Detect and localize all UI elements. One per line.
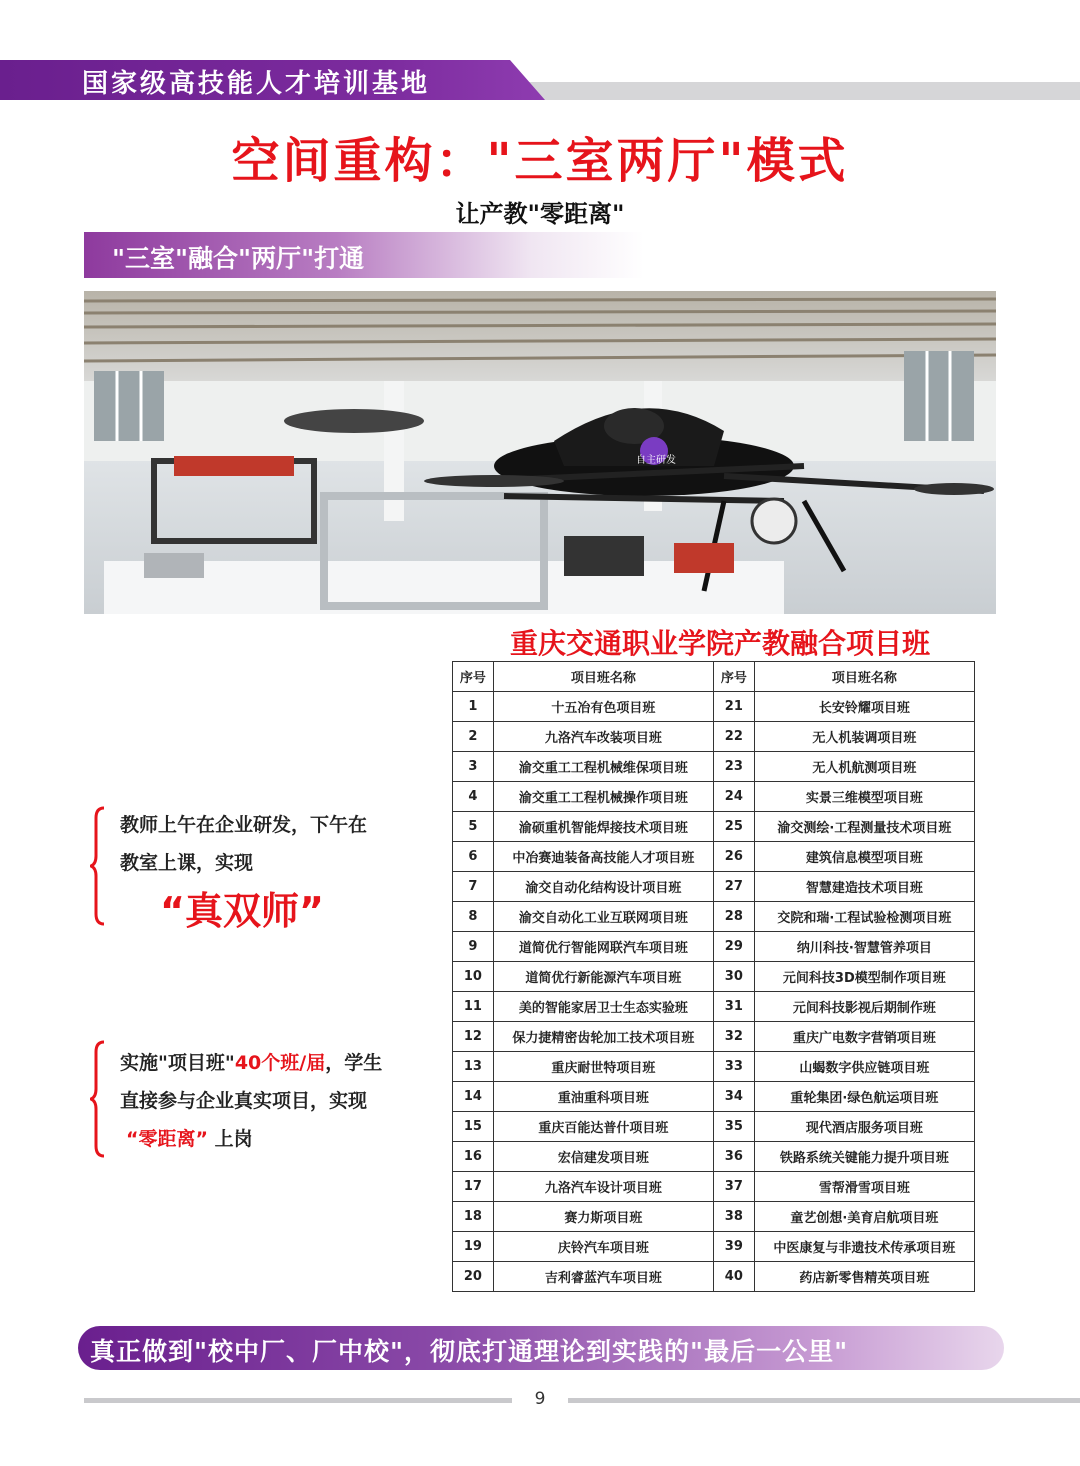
cell-no-right: 38 xyxy=(713,1202,754,1232)
cell-no-right: 31 xyxy=(713,992,754,1022)
cell-no-right: 28 xyxy=(713,902,754,932)
project-class-table xyxy=(452,661,975,1292)
cell-name-left: 渝交自动化工业互联网项目班 xyxy=(493,902,713,932)
cell-name-left: 重油重科项目班 xyxy=(493,1082,713,1112)
cell-name-right: 建筑信息模型项目班 xyxy=(754,842,974,872)
banner-label: 国家级高技能人才培训基地 xyxy=(82,69,431,99)
cell-no-right: 39 xyxy=(713,1232,754,1262)
table-row xyxy=(453,842,975,872)
cell-no-left: 16 xyxy=(453,1142,494,1172)
cell-no-right: 33 xyxy=(713,1052,754,1082)
cell-name-right: 渝交测绘·工程测量技术项目班 xyxy=(754,812,974,842)
cell-no-right: 35 xyxy=(713,1112,754,1142)
table-row xyxy=(453,1262,975,1292)
callout-project-line2: 直接参与企业真实项目，实现 xyxy=(120,1090,368,1112)
callout-teachers-line2: 教室上课，实现 xyxy=(120,852,254,874)
callout-teachers-line1: 教师上午在企业研发，下午在 xyxy=(120,814,368,836)
table-row xyxy=(453,1232,975,1262)
cell-no-right: 34 xyxy=(713,1082,754,1112)
cell-no-right: 29 xyxy=(713,932,754,962)
callout-project-line3-suffix: 上岗 xyxy=(214,1128,253,1150)
cell-no-right: 22 xyxy=(713,722,754,752)
cell-name-left: 吉利睿蓝汽车项目班 xyxy=(493,1262,713,1292)
cell-no-right: 27 xyxy=(713,872,754,902)
cell-no-left: 8 xyxy=(453,902,494,932)
table-body xyxy=(453,692,975,1292)
cell-no-right: 21 xyxy=(713,692,754,722)
cell-no-right: 37 xyxy=(713,1172,754,1202)
cell-name-left: 重庆耐世特项目班 xyxy=(493,1052,713,1082)
cell-no-left: 9 xyxy=(453,932,494,962)
page-subtitle: 让产教"零距离" xyxy=(455,200,625,228)
cell-name-right: 智慧建造技术项目班 xyxy=(754,872,974,902)
footer-rule-left xyxy=(84,1398,512,1403)
callout-teachers xyxy=(120,806,367,882)
cell-name-right: 交院和瑞·工程试验检测项目班 xyxy=(754,902,974,932)
cell-name-right: 纳川科技·智慧管养项目 xyxy=(754,932,974,962)
cell-no-right: 23 xyxy=(713,752,754,782)
cell-no-left: 12 xyxy=(453,1022,494,1052)
cell-no-left: 15 xyxy=(453,1112,494,1142)
slogan-text: 真正做到"校中厂、厂中校"，彻底打通理论到实践的"最后一公里" xyxy=(90,1337,849,1366)
cell-name-left: 中冶赛迪装备高技能人才项目班 xyxy=(493,842,713,872)
cell-name-right: 药店新零售精英项目班 xyxy=(754,1262,974,1292)
table-row xyxy=(453,752,975,782)
cell-name-left: 赛力斯项目班 xyxy=(493,1202,713,1232)
table-row xyxy=(453,902,975,932)
left-brace-2 xyxy=(90,1040,106,1158)
callout-project-line3 xyxy=(120,1120,382,1158)
table-row xyxy=(453,992,975,1022)
table-row xyxy=(453,1052,975,1082)
page-title: 空间重构："三室两厅"模式 xyxy=(231,133,849,189)
cell-no-left: 4 xyxy=(453,782,494,812)
cell-name-left: 庆铃汽车项目班 xyxy=(493,1232,713,1262)
cell-name-left: 重庆百能达普什项目班 xyxy=(493,1112,713,1142)
cell-no-left: 1 xyxy=(453,692,494,722)
section-heading-bar xyxy=(84,232,644,278)
callout-project-count: 40个班/届 xyxy=(234,1052,326,1074)
cell-no-left: 13 xyxy=(453,1052,494,1082)
table-row xyxy=(453,1172,975,1202)
cell-name-right: 中医康复与非遗技术传承项目班 xyxy=(754,1232,974,1262)
cell-name-right: 童艺创想·美育启航项目班 xyxy=(754,1202,974,1232)
callout-project-line1 xyxy=(120,1044,382,1082)
header-name-right: 项目班名称 xyxy=(754,662,974,692)
cell-name-right: 元间科技影视后期制作班 xyxy=(754,992,974,1022)
cell-no-right: 25 xyxy=(713,812,754,842)
cell-name-right: 元间科技3D模型制作项目班 xyxy=(754,962,974,992)
callout-project-highlight: “零距离” xyxy=(126,1128,208,1150)
cell-no-left: 19 xyxy=(453,1232,494,1262)
callout-project-class xyxy=(120,1044,382,1158)
cell-no-right: 26 xyxy=(713,842,754,872)
cell-no-left: 2 xyxy=(453,722,494,752)
cell-no-left: 14 xyxy=(453,1082,494,1112)
cell-no-left: 20 xyxy=(453,1262,494,1292)
cell-name-right: 无人机航测项目班 xyxy=(754,752,974,782)
callout-project-line1-suffix: ，学生 xyxy=(325,1052,383,1074)
cell-name-left: 渝硕重机智能焊接技术项目班 xyxy=(493,812,713,842)
cell-name-left: 保力捷精密齿轮加工技术项目班 xyxy=(493,1022,713,1052)
section-heading: "三室"融合"两厅"打通 xyxy=(112,244,365,273)
callout-project-prefix: 实施"项目班" xyxy=(120,1052,235,1074)
cell-no-right: 36 xyxy=(713,1142,754,1172)
cell-no-left: 3 xyxy=(453,752,494,782)
left-brace-1 xyxy=(90,806,106,926)
cell-name-right: 无人机装调项目班 xyxy=(754,722,974,752)
header-no-right: 序号 xyxy=(713,662,754,692)
cell-name-left: 渝交重工工程机械操作项目班 xyxy=(493,782,713,812)
table-row xyxy=(453,932,975,962)
table-row xyxy=(453,812,975,842)
cell-name-left: 九洛汽车改装项目班 xyxy=(493,722,713,752)
cell-no-left: 17 xyxy=(453,1172,494,1202)
drone-label: 自主研发 xyxy=(636,455,676,466)
table-row xyxy=(453,692,975,722)
table-row xyxy=(453,1142,975,1172)
cell-name-left: 道简优行智能网联汽车项目班 xyxy=(493,932,713,962)
cell-name-right: 铁路系统关键能力提升项目班 xyxy=(754,1142,974,1172)
photo-illustration xyxy=(84,291,996,614)
table-title: 重庆交通职业学院产教融合项目班 xyxy=(509,627,930,660)
cell-no-left: 5 xyxy=(453,812,494,842)
banner-gray-stripe xyxy=(480,82,1080,100)
cell-no-left: 11 xyxy=(453,992,494,1022)
cell-no-left: 6 xyxy=(453,842,494,872)
cell-no-right: 40 xyxy=(713,1262,754,1292)
cell-name-left: 道简优行新能源汽车项目班 xyxy=(493,962,713,992)
cell-name-right: 雪帮滑雪项目班 xyxy=(754,1172,974,1202)
cell-name-left: 渝交自动化结构设计项目班 xyxy=(493,872,713,902)
cell-no-left: 18 xyxy=(453,1202,494,1232)
header-no-left: 序号 xyxy=(453,662,494,692)
table-row xyxy=(453,1202,975,1232)
top-banner xyxy=(0,60,1080,100)
table-row xyxy=(453,872,975,902)
table-row xyxy=(453,722,975,752)
cell-name-right: 现代酒店服务项目班 xyxy=(754,1112,974,1142)
cell-name-left: 渝交重工工程机械维保项目班 xyxy=(493,752,713,782)
callout-teachers-highlight: “真双师” xyxy=(160,889,324,933)
table-row xyxy=(453,1112,975,1142)
cell-name-left: 十五冶有色项目班 xyxy=(493,692,713,722)
cell-name-left: 九洛汽车设计项目班 xyxy=(493,1172,713,1202)
cell-name-right: 山蝎数字供应链项目班 xyxy=(754,1052,974,1082)
cell-no-right: 24 xyxy=(713,782,754,812)
training-hall-photo xyxy=(84,291,996,614)
cell-name-right: 重轮集团·绿色航运项目班 xyxy=(754,1082,974,1112)
cell-name-right: 长安铃耀项目班 xyxy=(754,692,974,722)
cell-name-right: 实景三维模型项目班 xyxy=(754,782,974,812)
cell-no-left: 10 xyxy=(453,962,494,992)
cell-no-left: 7 xyxy=(453,872,494,902)
table-row xyxy=(453,1022,975,1052)
footer-rule-right xyxy=(568,1398,1080,1403)
cell-no-right: 32 xyxy=(713,1022,754,1052)
slogan-bar xyxy=(78,1326,1004,1370)
header-name-left: 项目班名称 xyxy=(493,662,713,692)
cell-name-left: 宏信建发项目班 xyxy=(493,1142,713,1172)
cell-no-right: 30 xyxy=(713,962,754,992)
cell-name-left: 美的智能家居卫士生态实验班 xyxy=(493,992,713,1022)
table-row xyxy=(453,782,975,812)
table-header-row xyxy=(453,662,975,692)
page-number: 9 xyxy=(534,1389,546,1409)
table-row xyxy=(453,1082,975,1112)
table-row xyxy=(453,962,975,992)
cell-name-right: 重庆广电数字营销项目班 xyxy=(754,1022,974,1052)
